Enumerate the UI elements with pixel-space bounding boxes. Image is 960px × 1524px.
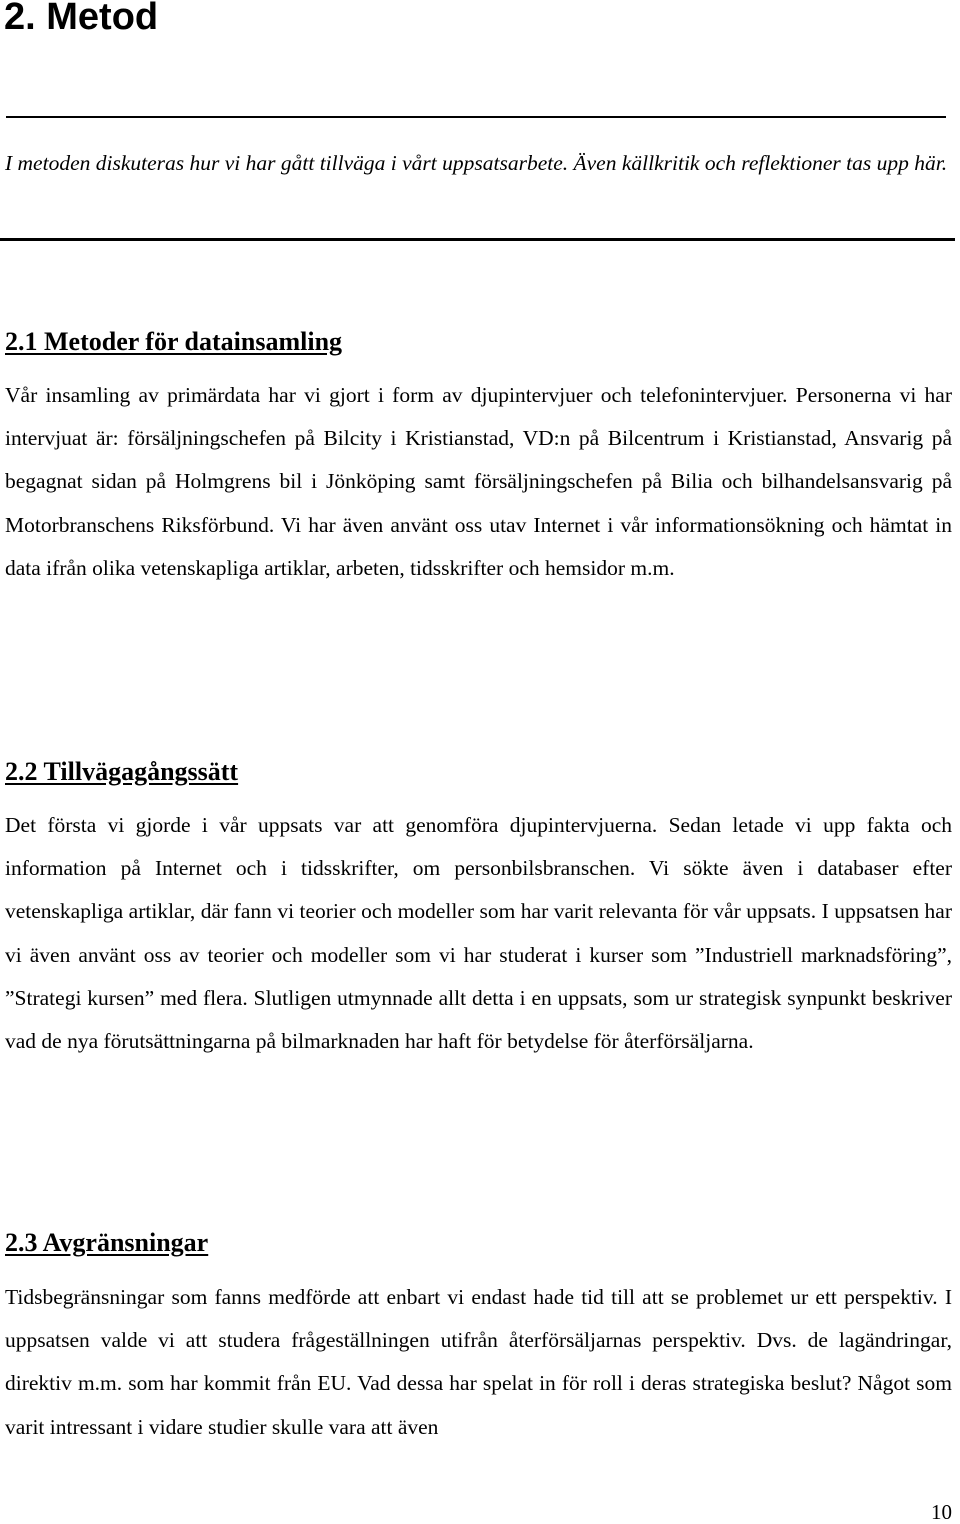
intro-divider	[0, 238, 955, 241]
section-heading-2-1: 2.1 Metoder för datainsamling	[5, 327, 343, 356]
section-heading-2-3: 2.3 Avgränsningar	[5, 1228, 209, 1257]
section-body-2-1: Vår insamling av primärdata har vi gjort i form av djupintervjuer och telefonintervjuer. Personerna vi har intervjuat är: försäljningschefen på Bilcity i Kristianstad, VD:n på Bilcentrum i Kristianstad, Ansvarig på begagnat sidan på Holmgrens bil i Jönköping samt försäljningschefen på Bilia och bilhandelsansvarig på Motorbranschens Riksförbund. Vi har även använt oss utav Internet i vår informationsökning och hämtat in data ifrån olika vetenskapliga artiklar, arbeten, tidsskrifter och hemsidor m.m.	[5, 383, 952, 580]
top-divider	[6, 116, 946, 118]
page-title: 2. Metod	[4, 0, 159, 38]
section-body-2-2: Det första vi gjorde i vår uppsats var att genomföra djupintervjuerna. Sedan letade vi upp fakta och information på Internet och i tidsskrifter, om personbilsbranschen. Vi sökte även i databaser efter vetenskapliga artiklar, där fann vi teorier och modeller som har varit relevanta för vår uppsats. I uppsatsen har vi även använt oss av teorier och modeller som vi har studerat i kurser som ”Industriell marknadsföring”, ”Strategi kursen” med flera. Slutligen utmynnade allt detta i en uppsats, som ur strategisk synpunkt beskriver vad de nya förutsättningarna på bilmarknaden har haft för betydelse för återförsäljarna.	[5, 813, 952, 1054]
section-body-2-3: Tidsbegränsningar som fanns medförde att enbart vi endast hade tid till att se problemet ur ett perspektiv. I uppsatsen valde vi att studera frågeställningen utifrån återförsäljarnas perspektiv. Dvs. de lagändringar, direktiv m.m. som har kommit från EU. Vad dessa har spelat in för roll i deras strategiska beslut? Något som varit intressant i vidare studier skulle vara att även	[5, 1285, 952, 1439]
section-heading-2-2: 2.2 Tillvägagångssätt	[5, 757, 239, 786]
page-number: 10	[931, 1500, 952, 1524]
chapter-intro: I metoden diskuteras hur vi har gått tillväga i vårt uppsatsarbete. Även källkritik och reflektioner tas upp här.	[5, 151, 948, 175]
